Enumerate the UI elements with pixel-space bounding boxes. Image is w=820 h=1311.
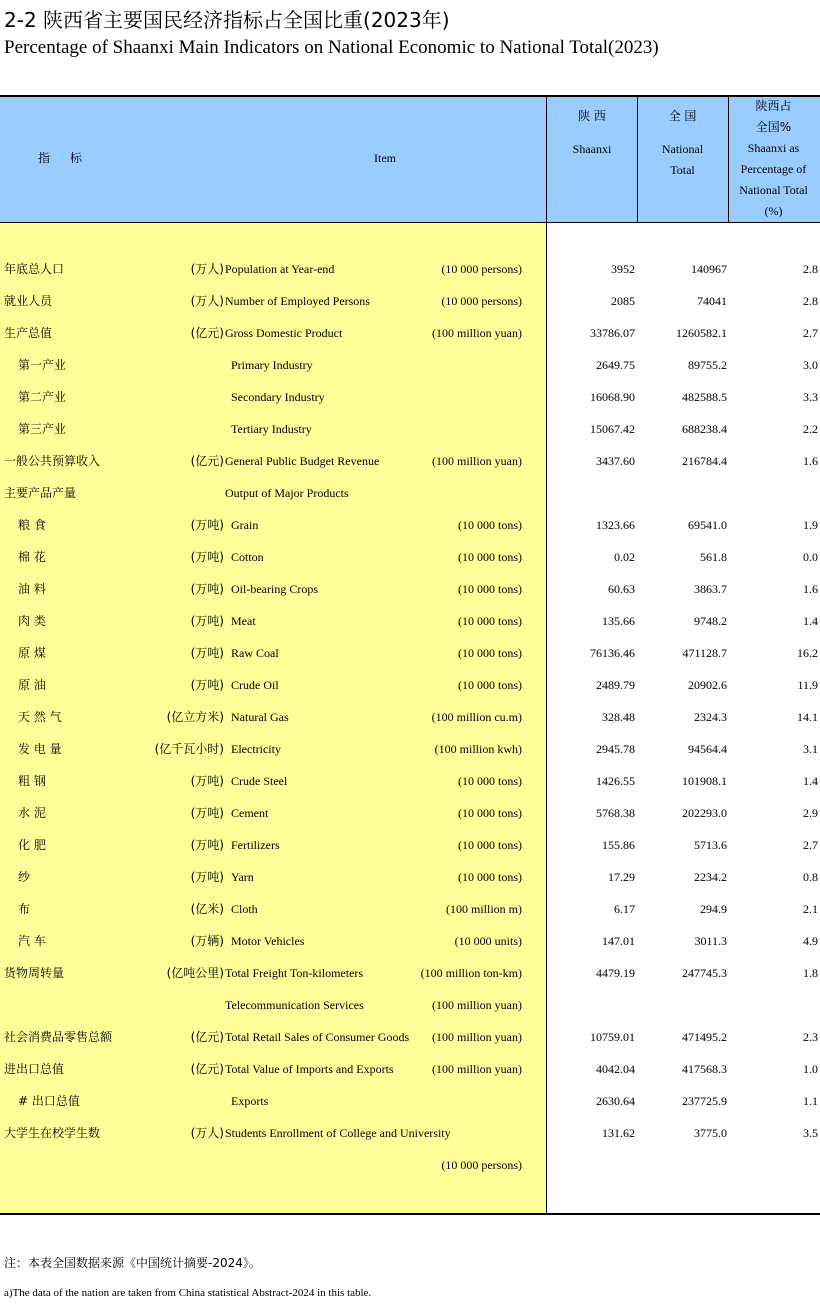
unit-en: (100 million yuan) [432, 326, 522, 340]
table-row [0, 770, 820, 794]
value-national: 294.9 [700, 902, 727, 916]
item-en: Primary Industry [231, 358, 313, 372]
item-en: Fertilizers [231, 838, 280, 852]
value-national: 101908.1 [682, 774, 727, 788]
table-row [0, 866, 820, 890]
value-percentage: 3.1 [803, 742, 818, 756]
value-national: 140967 [691, 262, 727, 276]
table-row [0, 514, 820, 538]
table-row [0, 354, 820, 378]
table-row [0, 642, 820, 666]
table-row [0, 418, 820, 442]
unit-cn: (万吨) [190, 518, 224, 532]
item-en: Raw Coal [231, 646, 279, 660]
value-shaanxi: 4479.19 [596, 966, 635, 980]
unit-en: (100 million yuan) [432, 454, 522, 468]
indicator-cn: 棉 花 [18, 550, 46, 564]
value-shaanxi: 2630.64 [596, 1094, 635, 1108]
item-en: Total Value of Imports and Exports [225, 1062, 394, 1076]
table-title-en: Percentage of Shaanxi Main Indicators on National Economic to National Total(2023) [4, 37, 659, 58]
item-en: Natural Gas [231, 710, 289, 724]
value-national: 5713.6 [694, 838, 727, 852]
value-national: 237725.9 [682, 1094, 727, 1108]
header-pct-en-3: National Total [739, 183, 808, 197]
value-national: 482588.5 [682, 390, 727, 404]
indicator-cn: 社会消费品零售总额 [4, 1030, 113, 1044]
table-row [0, 834, 820, 858]
value-percentage: 1.4 [803, 614, 818, 628]
header-item: Item [374, 151, 396, 165]
value-shaanxi: 16068.90 [590, 390, 635, 404]
value-shaanxi: 2085 [611, 294, 635, 308]
value-national: 202293.0 [682, 806, 727, 820]
value-national: 2324.3 [694, 710, 727, 724]
unit-en: (10 000 persons) [441, 1158, 522, 1172]
unit-en: (100 million ton-km) [420, 966, 522, 980]
value-percentage: 2.1 [803, 902, 818, 916]
table-row [0, 322, 820, 346]
header-pct-cn-1: 陕西占 [755, 99, 792, 113]
value-percentage: 1.6 [803, 454, 818, 468]
header-shaanxi-en: Shaanxi [572, 142, 612, 156]
value-percentage: 2.7 [803, 838, 818, 852]
header-pct-en-4: (%) [764, 204, 783, 218]
value-shaanxi: 147.01 [602, 934, 635, 948]
value-national: 89755.2 [688, 358, 727, 372]
header-national [638, 106, 727, 181]
header-shaanxi [548, 106, 636, 160]
value-shaanxi: 5768.38 [596, 806, 635, 820]
value-shaanxi: 6.17 [614, 902, 635, 916]
item-en: Population at Year-end [225, 262, 335, 276]
unit-cn: (万吨) [190, 582, 224, 596]
item-en: General Public Budget Revenue [225, 454, 380, 468]
unit-en: (10 000 tons) [458, 582, 522, 596]
table-row [0, 258, 820, 282]
header-pct-en-2: Percentage of [740, 162, 807, 176]
table-title-cn: 2-2 陕西省主要国民经济指标占全国比重(2023年) [4, 8, 450, 32]
header-indicator: 指标 [38, 151, 103, 165]
unit-en: (10 000 tons) [458, 550, 522, 564]
value-shaanxi: 4042.04 [596, 1062, 635, 1076]
value-national: 417568.3 [682, 1062, 727, 1076]
unit-cn: (万吨) [190, 614, 224, 628]
value-national: 1260582.1 [676, 326, 727, 340]
item-en: Motor Vehicles [231, 934, 305, 948]
indicator-cn: 大学生在校学生数 [4, 1126, 101, 1140]
table-row [0, 930, 820, 954]
header-pct-en-1: Shaanxi as [747, 141, 800, 155]
unit-cn: (亿元) [190, 326, 224, 340]
value-national: 471495.2 [682, 1030, 727, 1044]
value-percentage: 3.5 [803, 1126, 818, 1140]
unit-cn: (亿元) [190, 1030, 224, 1044]
item-en: Output of Major Products [225, 486, 349, 500]
value-percentage: 0.0 [803, 550, 818, 564]
unit-en: (10 000 tons) [458, 614, 522, 628]
value-shaanxi: 328.48 [602, 710, 635, 724]
unit-cn: (万吨) [190, 646, 224, 660]
table-row [0, 1026, 820, 1050]
indicator-cn: 货物周转量 [4, 966, 65, 980]
value-national: 9748.2 [694, 614, 727, 628]
unit-cn: (万吨) [190, 550, 224, 564]
value-national: 69541.0 [688, 518, 727, 532]
value-national: 471128.7 [682, 646, 727, 660]
indicator-cn: 原 油 [18, 678, 46, 692]
indicator-cn: 就业人员 [4, 294, 53, 308]
value-national: 3775.0 [694, 1126, 727, 1140]
indicator-cn: 纱 [18, 870, 31, 884]
value-national: 94564.4 [688, 742, 727, 756]
value-percentage: 1.9 [803, 518, 818, 532]
unit-en: (100 million yuan) [432, 1030, 522, 1044]
indicator-cn: 水 泥 [18, 806, 46, 820]
value-percentage: 14.1 [797, 710, 818, 724]
value-percentage: 2.9 [803, 806, 818, 820]
value-percentage: 1.1 [803, 1094, 818, 1108]
value-national: 20902.6 [688, 678, 727, 692]
value-shaanxi: 33786.07 [590, 326, 635, 340]
table-row [0, 962, 820, 986]
table-row [0, 546, 820, 570]
value-shaanxi: 3952 [611, 262, 635, 276]
value-shaanxi: 131.62 [602, 1126, 635, 1140]
value-shaanxi: 2945.78 [596, 742, 635, 756]
item-en: Number of Employed Persons [225, 294, 370, 308]
indicator-cn: 化 肥 [18, 838, 46, 852]
value-shaanxi: 1426.55 [596, 774, 635, 788]
unit-en: (10 000 tons) [458, 518, 522, 532]
unit-cn: (万人) [190, 1126, 224, 1140]
item-en: Total Retail Sales of Consumer Goods [225, 1030, 410, 1044]
header-shaanxi-cn: 陕 西 [578, 109, 606, 123]
header-national-en-1: National [661, 142, 704, 156]
indicator-cn: 粮 食 [18, 518, 46, 532]
header-pct-cn-2: 全国% [755, 120, 792, 134]
item-en: Crude Oil [231, 678, 279, 692]
indicator-cn: # 出口总值 [18, 1094, 80, 1108]
table-row [0, 1058, 820, 1082]
unit-en: (10 000 tons) [458, 774, 522, 788]
unit-en: (10 000 persons) [441, 262, 522, 276]
unit-cn: (万吨) [190, 774, 224, 788]
note-en: a)The data of the nation are taken from China statistical Abstract-2024 in this table. [4, 1287, 372, 1299]
indicator-cn: 一般公共预算收入 [4, 454, 101, 468]
unit-en: (10 000 units) [454, 934, 522, 948]
item-en: Crude Steel [231, 774, 288, 788]
item-en: Telecommunication Services [225, 998, 364, 1012]
table-row [0, 1154, 820, 1178]
item-en: Exports [231, 1094, 269, 1108]
unit-cn: (万辆) [190, 934, 224, 948]
value-percentage: 1.0 [803, 1062, 818, 1076]
value-percentage: 1.6 [803, 582, 818, 596]
table-row [0, 706, 820, 730]
table-row [0, 1122, 820, 1146]
value-national: 561.8 [700, 550, 727, 564]
value-percentage: 3.0 [803, 358, 818, 372]
item-en: Cloth [231, 902, 258, 916]
table-row [0, 578, 820, 602]
table-row [0, 610, 820, 634]
table-row [0, 898, 820, 922]
value-national: 3863.7 [694, 582, 727, 596]
table-row [0, 450, 820, 474]
value-percentage: 0.8 [803, 870, 818, 884]
value-national: 216784.4 [682, 454, 727, 468]
table-row [0, 386, 820, 410]
indicator-cn: 第二产业 [18, 390, 67, 404]
unit-en: (10 000 tons) [458, 806, 522, 820]
unit-en: (100 million kwh) [434, 742, 522, 756]
indicator-cn: 粗 钢 [18, 774, 46, 788]
unit-en: (10 000 tons) [458, 678, 522, 692]
unit-en: (100 million yuan) [432, 998, 522, 1012]
value-shaanxi: 17.29 [608, 870, 635, 884]
value-percentage: 16.2 [797, 646, 818, 660]
unit-en: (100 million yuan) [432, 1062, 522, 1076]
indicator-cn: 生产总值 [4, 326, 53, 340]
header-divider [0, 222, 820, 223]
unit-cn: (万吨) [190, 838, 224, 852]
unit-cn: (亿元) [190, 454, 224, 468]
value-shaanxi: 10759.01 [590, 1030, 635, 1044]
value-shaanxi: 2649.75 [596, 358, 635, 372]
item-en: Cotton [231, 550, 264, 564]
value-shaanxi: 0.02 [614, 550, 635, 564]
indicator-cn: 第一产业 [18, 358, 67, 372]
unit-en: (10 000 tons) [458, 870, 522, 884]
indicator-cn: 第三产业 [18, 422, 67, 436]
table-row [0, 738, 820, 762]
value-shaanxi: 155.86 [602, 838, 635, 852]
value-shaanxi: 135.66 [602, 614, 635, 628]
table-row [0, 482, 820, 506]
value-shaanxi: 1323.66 [596, 518, 635, 532]
value-percentage: 2.7 [803, 326, 818, 340]
value-percentage: 1.4 [803, 774, 818, 788]
value-shaanxi: 76136.46 [590, 646, 635, 660]
item-en: Yarn [231, 870, 254, 884]
value-percentage: 2.3 [803, 1030, 818, 1044]
header-percentage [729, 96, 818, 222]
unit-cn: (万人) [190, 294, 224, 308]
value-percentage: 1.8 [803, 966, 818, 980]
item-en: Total Freight Ton-kilometers [225, 966, 364, 980]
table-row [0, 290, 820, 314]
header-national-en-2: Total [670, 163, 695, 177]
value-national: 2234.2 [694, 870, 727, 884]
indicator-cn: 进出口总值 [4, 1062, 65, 1076]
value-national: 688238.4 [682, 422, 727, 436]
unit-en: (100 million m) [446, 902, 522, 916]
indicator-cn: 油 料 [18, 582, 46, 596]
unit-cn: (万吨) [190, 678, 224, 692]
value-percentage: 3.3 [803, 390, 818, 404]
table-row [0, 802, 820, 826]
top-rule [0, 95, 820, 97]
table-row [0, 674, 820, 698]
header-national-cn: 全 国 [668, 109, 697, 123]
value-percentage: 11.9 [797, 678, 818, 692]
item-en: Oil-bearing Crops [231, 582, 318, 596]
unit-en: (10 000 persons) [441, 294, 522, 308]
indicator-cn: 原 煤 [18, 646, 46, 660]
unit-cn: (亿米) [190, 902, 224, 916]
value-national: 74041 [697, 294, 727, 308]
note-cn: 注：本表全国数据来源《中国统计摘要-2024》。 [4, 1256, 261, 1270]
unit-cn: (万人) [190, 262, 224, 276]
indicator-cn: 汽 车 [18, 934, 46, 948]
unit-cn: (亿元) [190, 1062, 224, 1076]
unit-cn: (万吨) [190, 870, 224, 884]
value-shaanxi: 2489.79 [596, 678, 635, 692]
indicator-cn: 主要产品产量 [4, 486, 77, 500]
item-en: Electricity [231, 742, 281, 756]
table-row [0, 994, 820, 1018]
item-en: Grain [231, 518, 259, 532]
unit-en: (10 000 tons) [458, 838, 522, 852]
unit-cn: (万吨) [190, 806, 224, 820]
item-en: Cement [231, 806, 269, 820]
item-en: Meat [231, 614, 256, 628]
value-shaanxi: 15067.42 [590, 422, 635, 436]
value-national: 3011.3 [694, 934, 727, 948]
item-en: Gross Domestic Product [225, 326, 343, 340]
value-percentage: 2.8 [803, 262, 818, 276]
item-en: Students Enrollment of College and University [225, 1126, 451, 1140]
table-row [0, 1090, 820, 1114]
value-shaanxi: 3437.60 [596, 454, 635, 468]
item-en: Secondary Industry [231, 390, 325, 404]
value-percentage: 4.9 [803, 934, 818, 948]
value-percentage: 2.2 [803, 422, 818, 436]
indicator-cn: 布 [18, 902, 31, 916]
unit-en: (10 000 tons) [458, 646, 522, 660]
item-en: Tertiary Industry [231, 422, 312, 436]
bottom-rule [0, 1213, 820, 1215]
value-percentage: 2.8 [803, 294, 818, 308]
unit-en: (100 million cu.m) [431, 710, 522, 724]
indicator-cn: 年底总人口 [4, 262, 65, 276]
unit-cn: (亿立方米) [166, 710, 224, 724]
indicator-cn: 天 然 气 [18, 710, 62, 724]
value-shaanxi: 60.63 [608, 582, 635, 596]
unit-cn: (亿吨公里) [166, 966, 224, 980]
unit-cn: (亿千瓦小时) [154, 742, 224, 756]
value-national: 247745.3 [682, 966, 727, 980]
indicator-cn: 肉 类 [18, 614, 46, 628]
indicator-cn: 发 电 量 [18, 742, 62, 756]
